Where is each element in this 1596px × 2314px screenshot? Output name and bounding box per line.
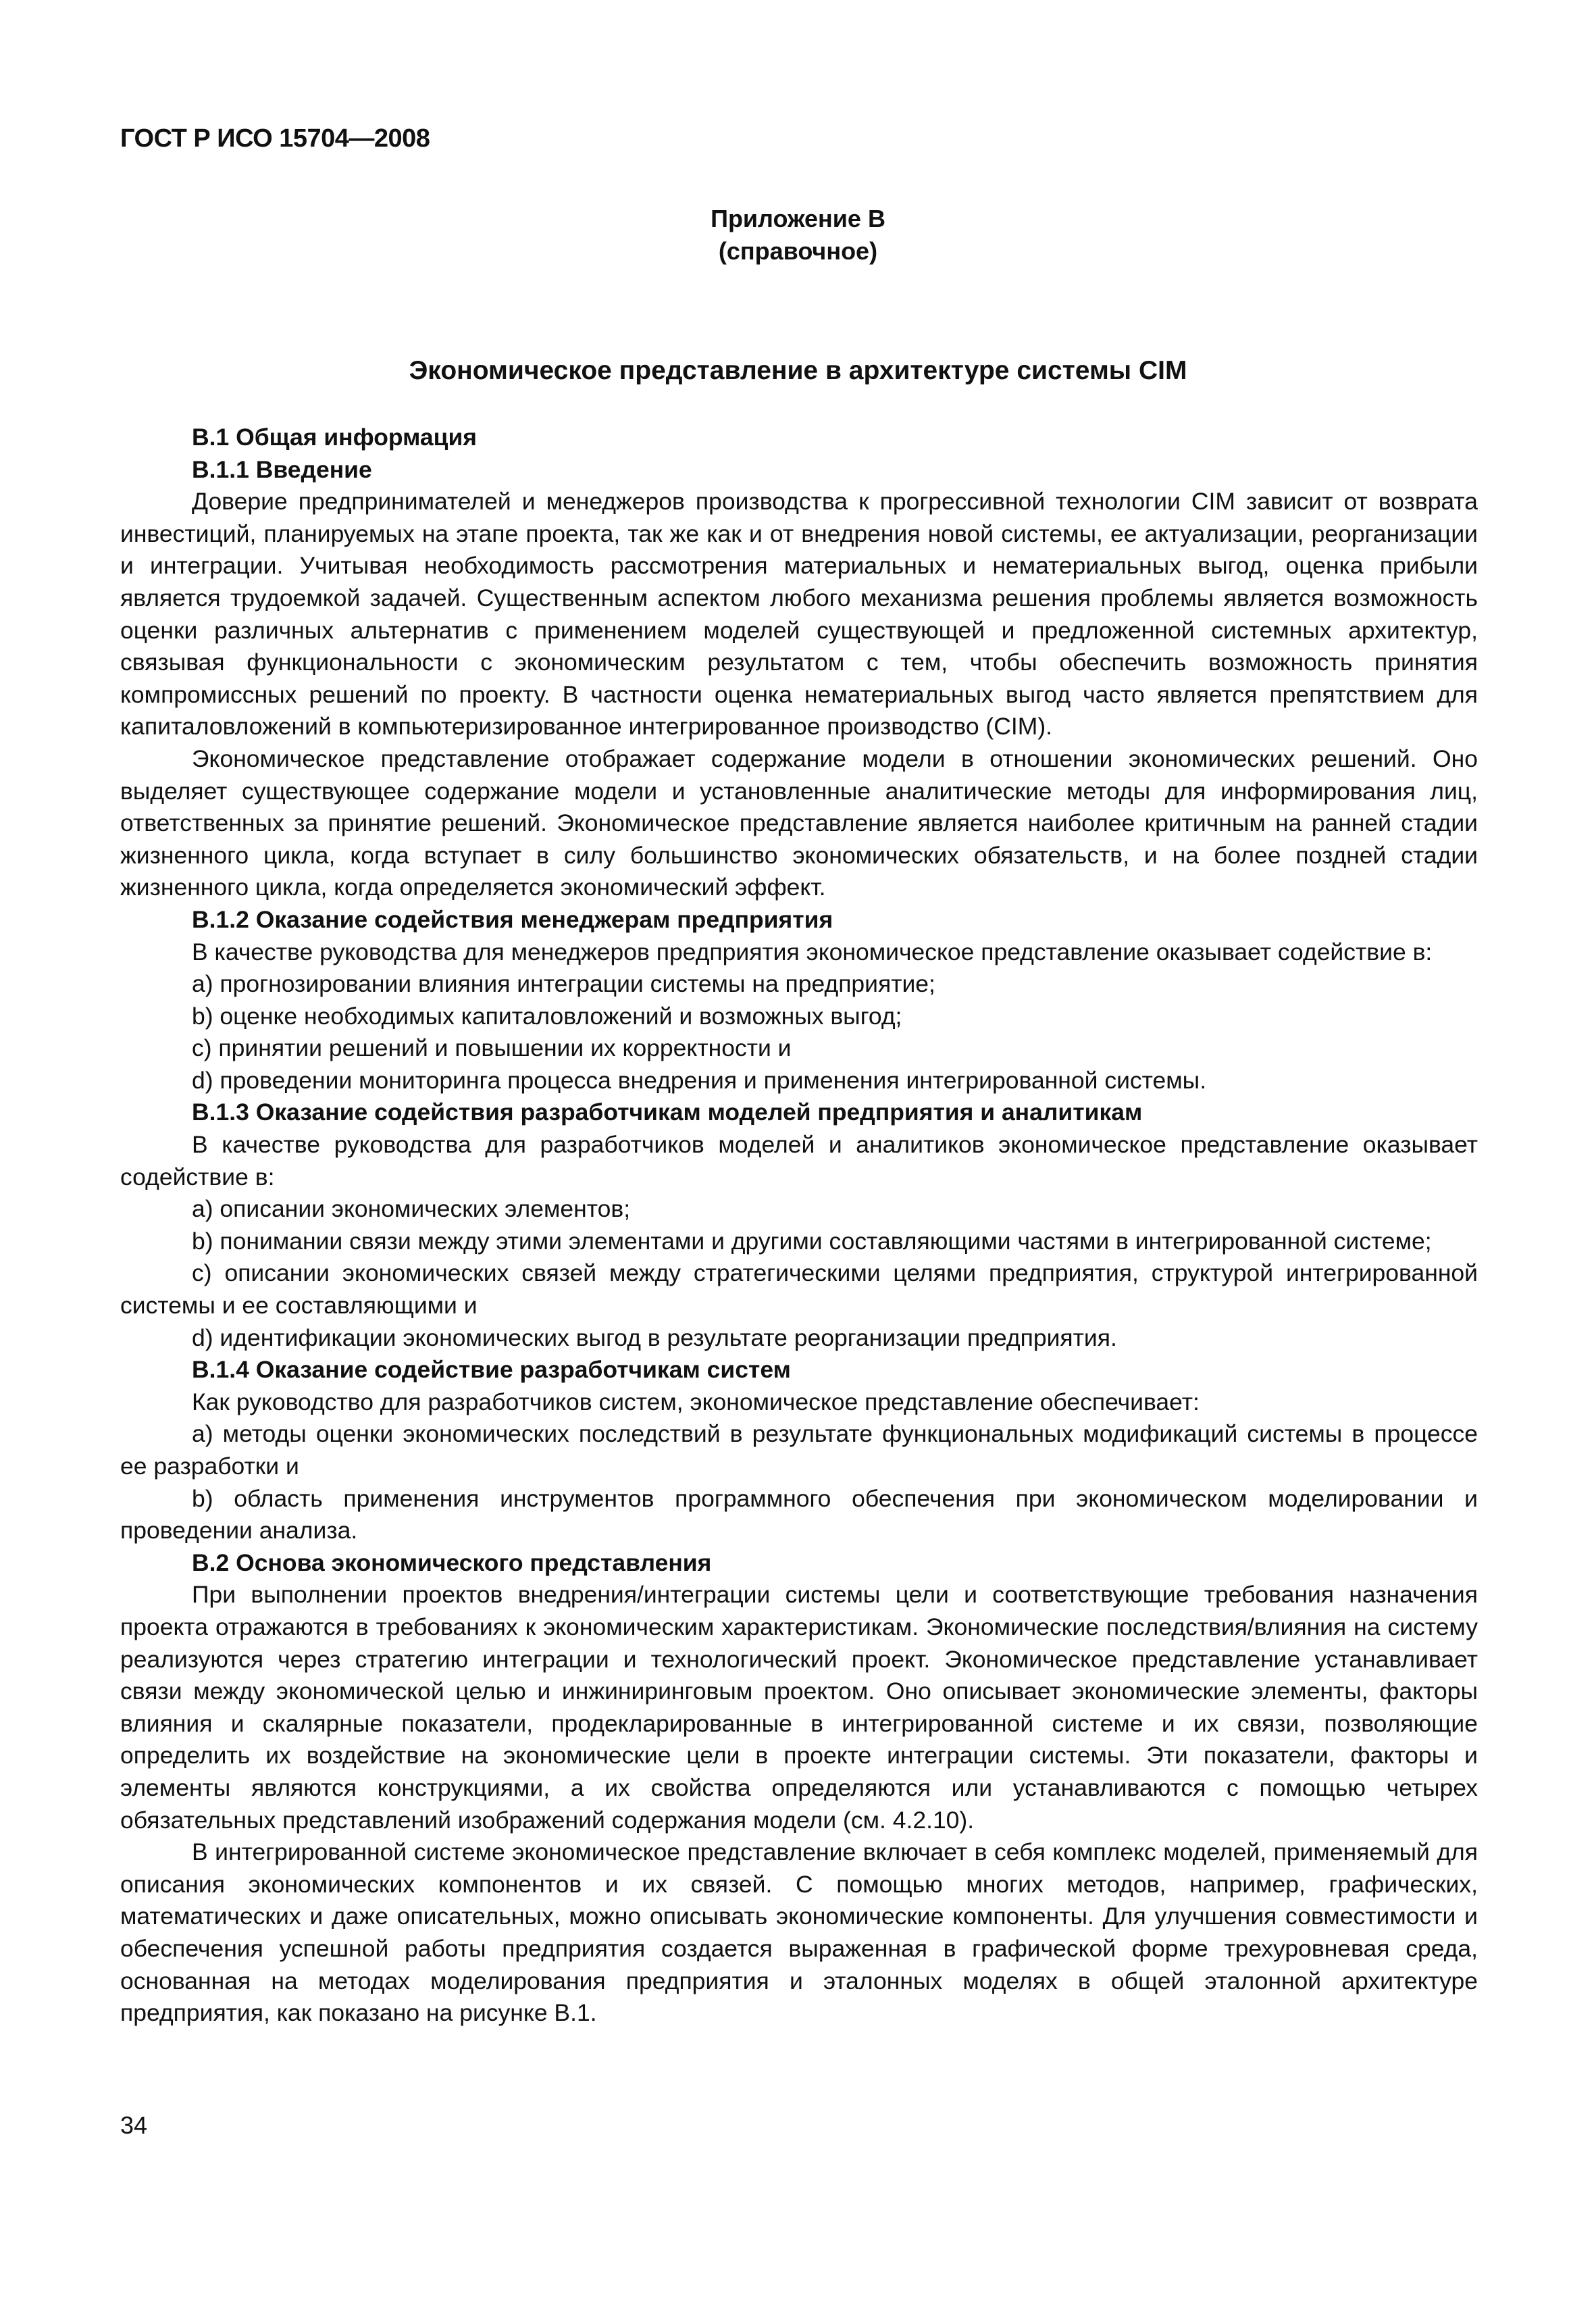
document-body <box>120 422 1478 2030</box>
paragraph: b) оценке необходимых капиталовложений и возможных выгод; <box>192 1002 902 1030</box>
section-heading: В.1.2 Оказание содействия менеджерам предприятия <box>192 905 833 933</box>
section-heading: В.1.3 Оказание содействия разработчикам моделей предприятия и аналитикам <box>192 1099 1143 1126</box>
paragraph: a) методы оценки экономических последствий в результате функциональных модификаций системы в процессе ее разработки и <box>120 1420 1478 1480</box>
section-heading: В.1.4 Оказание содействие разработчикам систем <box>192 1356 791 1384</box>
paragraph: При выполнении проектов внедрения/интеграции системы цели и соответствующие требования назначения проекта отражаются в требованиях к экономическим характеристикам. Экономические последствия/влияния на систему реализуются через стратегию интеграции и технологический проект. Экономическое представление устанавливает связи между экономической целью и инжиниринговым проектом. Оно описывает экономические элементы, факторы влияния и скалярные показатели, продекларированные в интегрированной системе и их связи, позволяющие определить их воздействие на экономические цели в проекте интеграции системы. Эти показатели, факторы и элементы являются конструкциями, а их свойства определяются или устанавливаются с помощью четырех обязательных представлений изображений содержания модели (см. 4.2.10). <box>120 1581 1478 1834</box>
section-heading: В.1 Общая информация <box>192 424 478 451</box>
annex-title: Приложение В <box>711 205 885 232</box>
paragraph: a) описании экономических элементов; <box>192 1195 631 1223</box>
paragraph: Доверие предпринимателей и менеджеров производства к прогрессивной технологии CIM зависит от возврата инвестиций, планируемых на этапе проекта, так же как и от внедрения новой системы, ее актуализации, реорганизации и интеграции. Учитывая необходимость рассмотрения материальных и нематериальных выгод, оценка прибыли является трудоемкой задачей. Существенным аспектом любого механизма решения проблемы является возможность оценки различных альтернатив с применением моделей существующей и предложенной системных архитектур, связывая функциональности с экономическим результатом с тем, чтобы обеспечить возможность принятия компромиссных решений по проекту. В частности оценка нематериальных выгод часто является препятствием для капиталовложений в компьютеризированное интегрированное производство (CIM). <box>120 488 1478 740</box>
paragraph: b) область применения инструментов программного обеспечения при экономическом моделировании и проведении анализа. <box>120 1484 1478 1544</box>
paragraph: c) описании экономических связей между стратегическими целями предприятия, структурой интегрированной системы и ее составляющими и <box>120 1259 1478 1319</box>
paragraph: a) прогнозировании влияния интеграции системы на предприятие; <box>192 970 935 998</box>
paragraph: В интегрированной системе экономическое представление включает в себя комплекс моделей, применяемый для описания экономических компонентов и их связей. С помощью многих методов, например, графических, математических и даже описательных, можно описывать экономические компоненты. Для улучшения совместимости и обеспечения успешной работы предприятия создается выраженная в графической форме трехуровневая среда, основанная на методах моделирования предприятия и эталонных моделях в общей эталонной архитектуре предприятия, как показано на рисунке В.1. <box>120 1838 1478 2027</box>
paragraph: Как руководство для разработчиков систем, экономическое представление обеспечивает: <box>192 1388 1200 1415</box>
paragraph: В качестве руководства для менеджеров предприятия экономическое представление оказывает содействие в: <box>192 938 1433 965</box>
section-heading: В.1.1 Введение <box>192 455 372 483</box>
page-number: 34 <box>120 2111 148 2139</box>
section-heading: В.2 Основа экономического представления <box>192 1549 712 1576</box>
paragraph: Экономическое представление отображает содержание модели в отношении экономических решений. Оно выделяет существующее содержание модели и установленные аналитические методы для информирования лиц, ответственных за принятие решений. Экономическое представление является наиболее критичным на ранней стадии жизненного цикла, когда вступает в силу большинство экономических обязательств, и на более поздней стадии жизненного цикла, когда определяется экономический эффект. <box>120 745 1478 901</box>
paragraph: В качестве руководства для разработчиков моделей и аналитиков экономическое представление оказывает содействие в: <box>120 1131 1478 1190</box>
annex-status: (справочное) <box>718 237 878 265</box>
paragraph: d) идентификации экономических выгод в результате реорганизации предприятия. <box>192 1324 1117 1351</box>
document-title: Экономическое представление в архитектуре системы CIM <box>409 356 1187 385</box>
paragraph: b) понимании связи между этими элементами и другими составляющими частями в интегрированной системе; <box>192 1227 1432 1255</box>
standard-header: ГОСТ Р ИСО 15704—2008 <box>120 124 430 153</box>
annex-block <box>0 203 1596 268</box>
paragraph: d) проведении мониторинга процесса внедрения и применения интегрированной системы. <box>192 1066 1207 1094</box>
paragraph: c) принятии решений и повышении их корректности и <box>192 1034 792 1062</box>
